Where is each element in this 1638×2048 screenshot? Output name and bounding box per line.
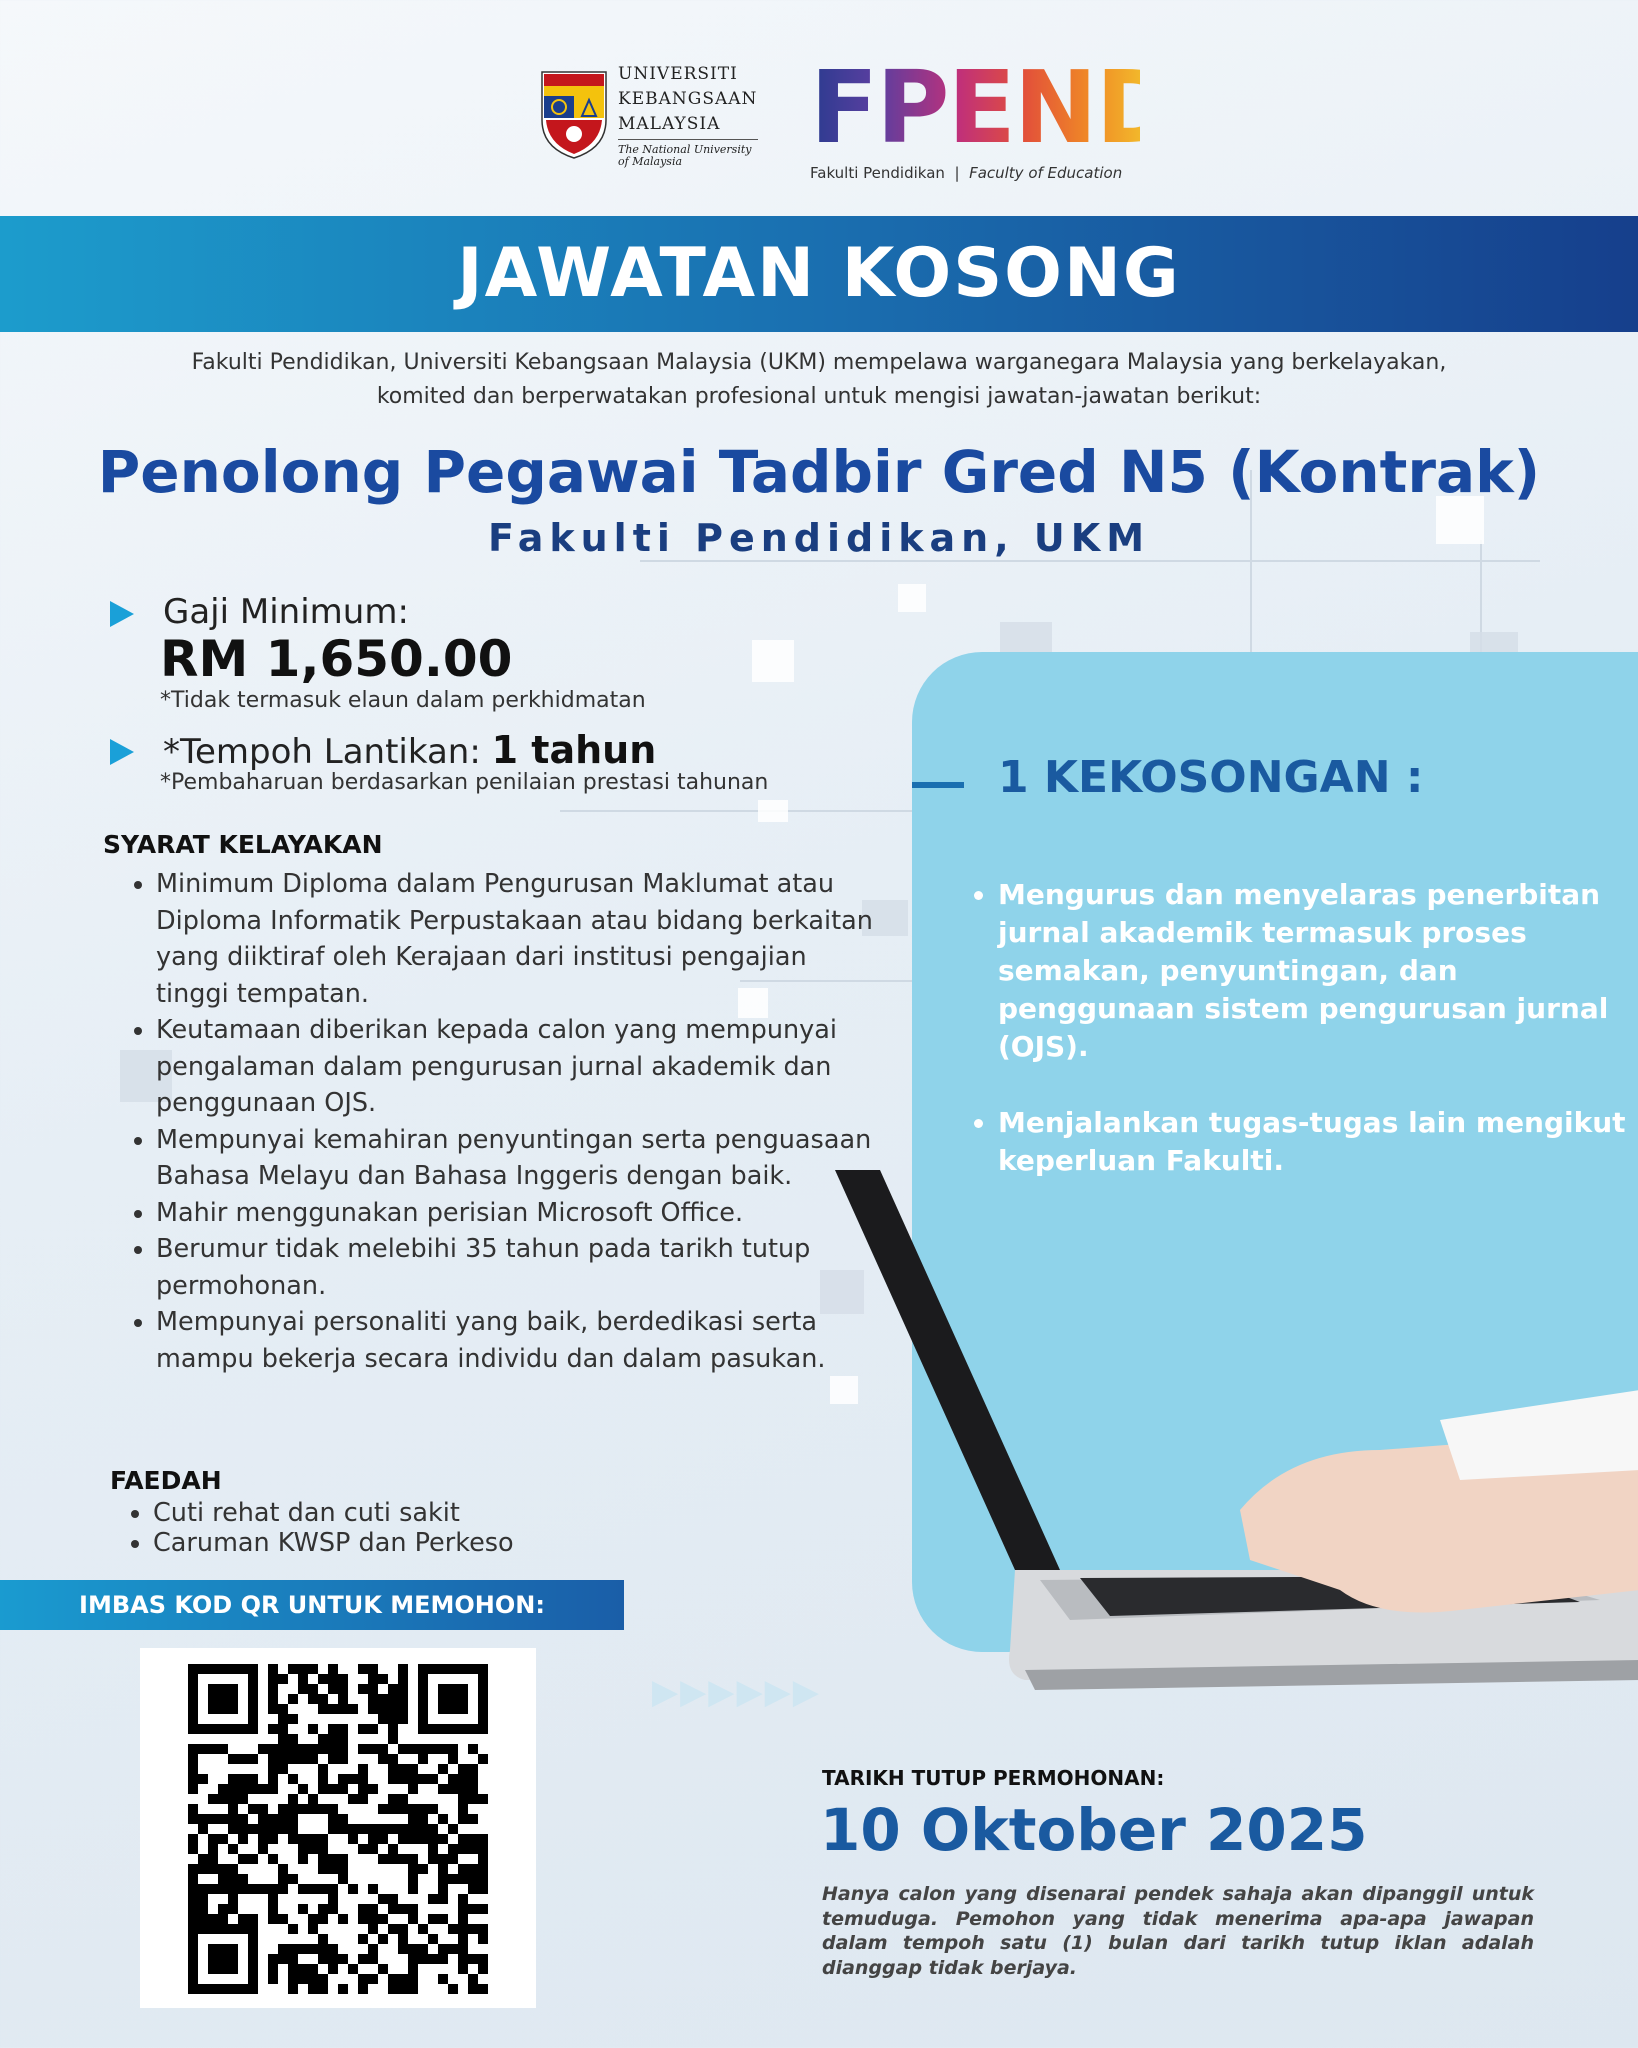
- tempoh-label: *Tempoh Lantikan:: [163, 732, 481, 772]
- banner-title: JAWATAN KOSONG: [457, 234, 1181, 313]
- fpend-wordmark: FPEND: [810, 49, 1177, 166]
- fpend-sub-en: Faculty of Education: [969, 164, 1123, 182]
- fpend-logo: [810, 49, 1177, 182]
- intro-line-1: Fakulti Pendidikan, Universiti Kebangsaan Malaysia (UKM) mempelawa warganegara Malaysia yang berkelayakan,: [191, 350, 1447, 375]
- ukm-tagline: The National University of Malaysia: [618, 139, 758, 168]
- job-subtitle: Fakulti Pendidikan, UKM: [487, 516, 1151, 560]
- requirement-item: • Mahir menggunakan perisian Microsoft Office.: [156, 1195, 876, 1232]
- vacancy-title: 1 KEKOSONGAN :: [998, 752, 1424, 803]
- ukm-crest-icon: [538, 68, 610, 160]
- tempoh-value: 1 tahun: [491, 728, 657, 772]
- fpend-sub-ms: Fakulti Pendidikan: [810, 164, 945, 182]
- fpend-sub-separator: |: [954, 164, 960, 182]
- job-title: Penolong Pegawai Tadbir Gred N5 (Kontrak): [97, 438, 1541, 506]
- closing-label: TARIKH TUTUP PERMOHONAN:: [822, 1766, 1165, 1790]
- requirement-item: • Mempunyai kemahiran penyuntingan serta penguasaan Bahasa Melayu dan Bahasa Inggeris dengan baik.: [156, 1122, 876, 1195]
- salary-label: Gaji Minimum:: [163, 592, 409, 632]
- vacancy-dash: [912, 782, 964, 788]
- salary-value: RM 1,650.00: [160, 630, 513, 688]
- laptop-illustration: [820, 1150, 1638, 1710]
- tempoh-note: *Pembaharuan berdasarkan penilaian prestasi tahunan: [160, 770, 769, 795]
- closing-date: 10 Oktober 2025: [820, 1796, 1368, 1864]
- requirement-item: • Berumur tidak melebihi 35 tahun pada tarikh tutup permohonan.: [156, 1231, 876, 1304]
- duty-item: • Mengurus dan menyelaras penerbitan jurnal akademik termasuk proses semakan, penyuntingan, dan penggunaan sistem pengurusan jurnal (OJS).: [998, 876, 1638, 1066]
- fpend-subtitle: [810, 164, 1140, 182]
- benefit-item: • Cuti rehat dan cuti sakit: [153, 1498, 673, 1528]
- qr-code[interactable]: [140, 1648, 536, 2008]
- intro-text: [80, 346, 1558, 414]
- title-banner: [0, 216, 1638, 332]
- salary-note: *Tidak termasuk elaun dalam perkhidmatan: [160, 688, 646, 713]
- tempoh-arrow-icon: [110, 739, 134, 765]
- requirements-heading: SYARAT KELAYAKAN: [103, 830, 383, 859]
- ukm-line-2: KEBANGSAAN: [618, 89, 758, 109]
- ukm-line-1: UNIVERSITI: [618, 64, 738, 84]
- benefits-list: [115, 1498, 673, 1558]
- closing-note: Hanya calon yang disenarai pendek sahaja akan dipanggil untuk temuduga. Pemohon yang tidak menerima apa-apa jawapan dalam tempoh satu (1) bulan dari tarikh tutup iklan adalah dianggap tidak berjaya.: [822, 1883, 1534, 1979]
- decorative-arrows: ▶▶▶▶▶▶: [652, 1672, 821, 1712]
- salary-arrow-icon: [110, 601, 134, 627]
- duty-item: • Menjalankan tugas-tugas lain mengikut keperluan Fakulti.: [998, 1104, 1638, 1180]
- tempoh-line: [163, 728, 656, 772]
- requirement-item: • Mempunyai personaliti yang baik, berdedikasi serta mampu bekerja secara individu dan dalam pasukan.: [156, 1304, 876, 1377]
- qr-code-icon: [140, 1648, 536, 2008]
- benefits-heading: FAEDAH: [110, 1466, 222, 1495]
- requirement-item: • Minimum Diploma dalam Pengurusan Maklumat atau Diploma Informatik Perpustakaan atau bidang berkaitan yang diiktiraf oleh Kerajaan dari institusi pengajian tinggi tempatan.: [156, 866, 876, 1012]
- requirement-item: • Keutamaan diberikan kepada calon yang mempunyai pengalaman dalam pengurusan jurnal akademik dan penggunaan OJS.: [156, 1012, 876, 1122]
- benefit-item: • Caruman KWSP dan Perkeso: [153, 1528, 673, 1558]
- ukm-logo: [538, 62, 758, 167]
- ukm-wordmark: [618, 62, 758, 168]
- intro-line-2: komited dan berperwatakan profesional untuk mengisi jawatan-jawatan berikut:: [376, 384, 1262, 409]
- qr-label: IMBAS KOD QR UNTUK MEMOHON:: [79, 1591, 545, 1619]
- requirements-list: [118, 866, 876, 1377]
- ukm-line-3: MALAYSIA: [618, 114, 721, 134]
